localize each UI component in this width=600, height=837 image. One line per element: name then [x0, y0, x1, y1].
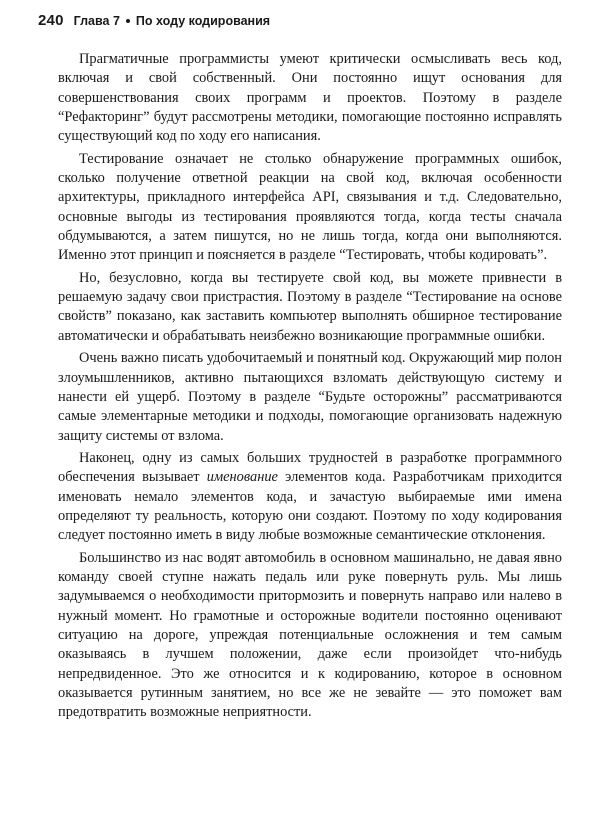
paragraph-property-testing: Но, безусловно, когда вы тестируете свой код, вы можете привнести в решаемую задачу свои пристрастия. Поэтому в разделе “Тестирование на основе свойств” показано, как заставить компьютер выполнять обширное тестирование автоматически и обрабатывать неизбежно возникающие программные ошибки. — [58, 269, 562, 344]
separator-dot — [126, 19, 130, 23]
body-text — [58, 50, 562, 723]
running-head — [38, 10, 562, 32]
chapter-label: Глава 7 — [73, 14, 120, 28]
paragraph-testing: Тестирование означает не столько обнаружение программных ошибок, сколько получение ответной реакции на свой код, включая особенности архитектуры, прикладного интерфейса API, связывания и т.д. Следовательно, основные выгоды из тестирования проявляются тогда, когда тесты сначала обдумываются, а затем пишутся, но не лишь тогда, когда они выполняются. Именно этот принцип и поясняется в разделе “Тестировать, чтобы кодировать”. — [58, 150, 562, 264]
page-number: 240 — [38, 12, 64, 29]
paragraph-refactoring: Прагматичные программисты умеют критически осмысливать весь код, включая и свой собственный. Они постоянно ищут основания для совершенствования своих программ и проектов. Поэтому в разделе “Рефакторинг” будут рассмотрены методики, помогающие постоянно исправлять существующий код по ходу его написания. — [58, 51, 562, 145]
paragraph-naming-emphasis: именование — [206, 469, 278, 486]
paragraph-naming-after: элементов кода. Разработчикам приходится именовать немало элементов кода, и зачастую выбираемые ими имена определяют ту реальность, которую они создают. Поэтому по ходу кодирования следует постоянно иметь в виду любые возможные семантические отклонения. — [58, 469, 562, 544]
paragraph-naming-before: Наконец, одну из самых больших трудностей в разработке программного обеспечения вызывает — [58, 449, 562, 486]
paragraph-naming — [58, 449, 562, 546]
paragraph-security: Очень важно писать удобочитаемый и понятный код. Окружающий мир полон злоумышленников, активно пытающихся взломать действующую систему и нанести ей ущерб. Поэтому в разделе “Будьте осторожны” рассматриваются самые элементарные методики и подходы, помогающие организовать надежную защиту системы от взлома. — [58, 350, 562, 444]
chapter-title: По ходу кодирования — [135, 14, 271, 28]
book-page — [38, 10, 562, 726]
paragraph-driving: Большинство из нас водят автомобиль в основном машинально, не давая явно команду своей ступне нажать педаль или руке повернуть руль. Мы лишь задумываемся о необходимости притормозить и повернуть направо или налево в нужный момент. Но грамотные и осторожные водители постоянно оценивают ситуацию на дороге, упреждая потенциальные осложнения и тем самым оказываясь в лучшем положении, даже если произойдет что-нибудь непредвиденное. Это же относится и к кодированию, которое в основном оказывается рутинным занятием, но все же не зевайте — это поможет вам предотвратить возможные неприятности. — [58, 549, 562, 721]
